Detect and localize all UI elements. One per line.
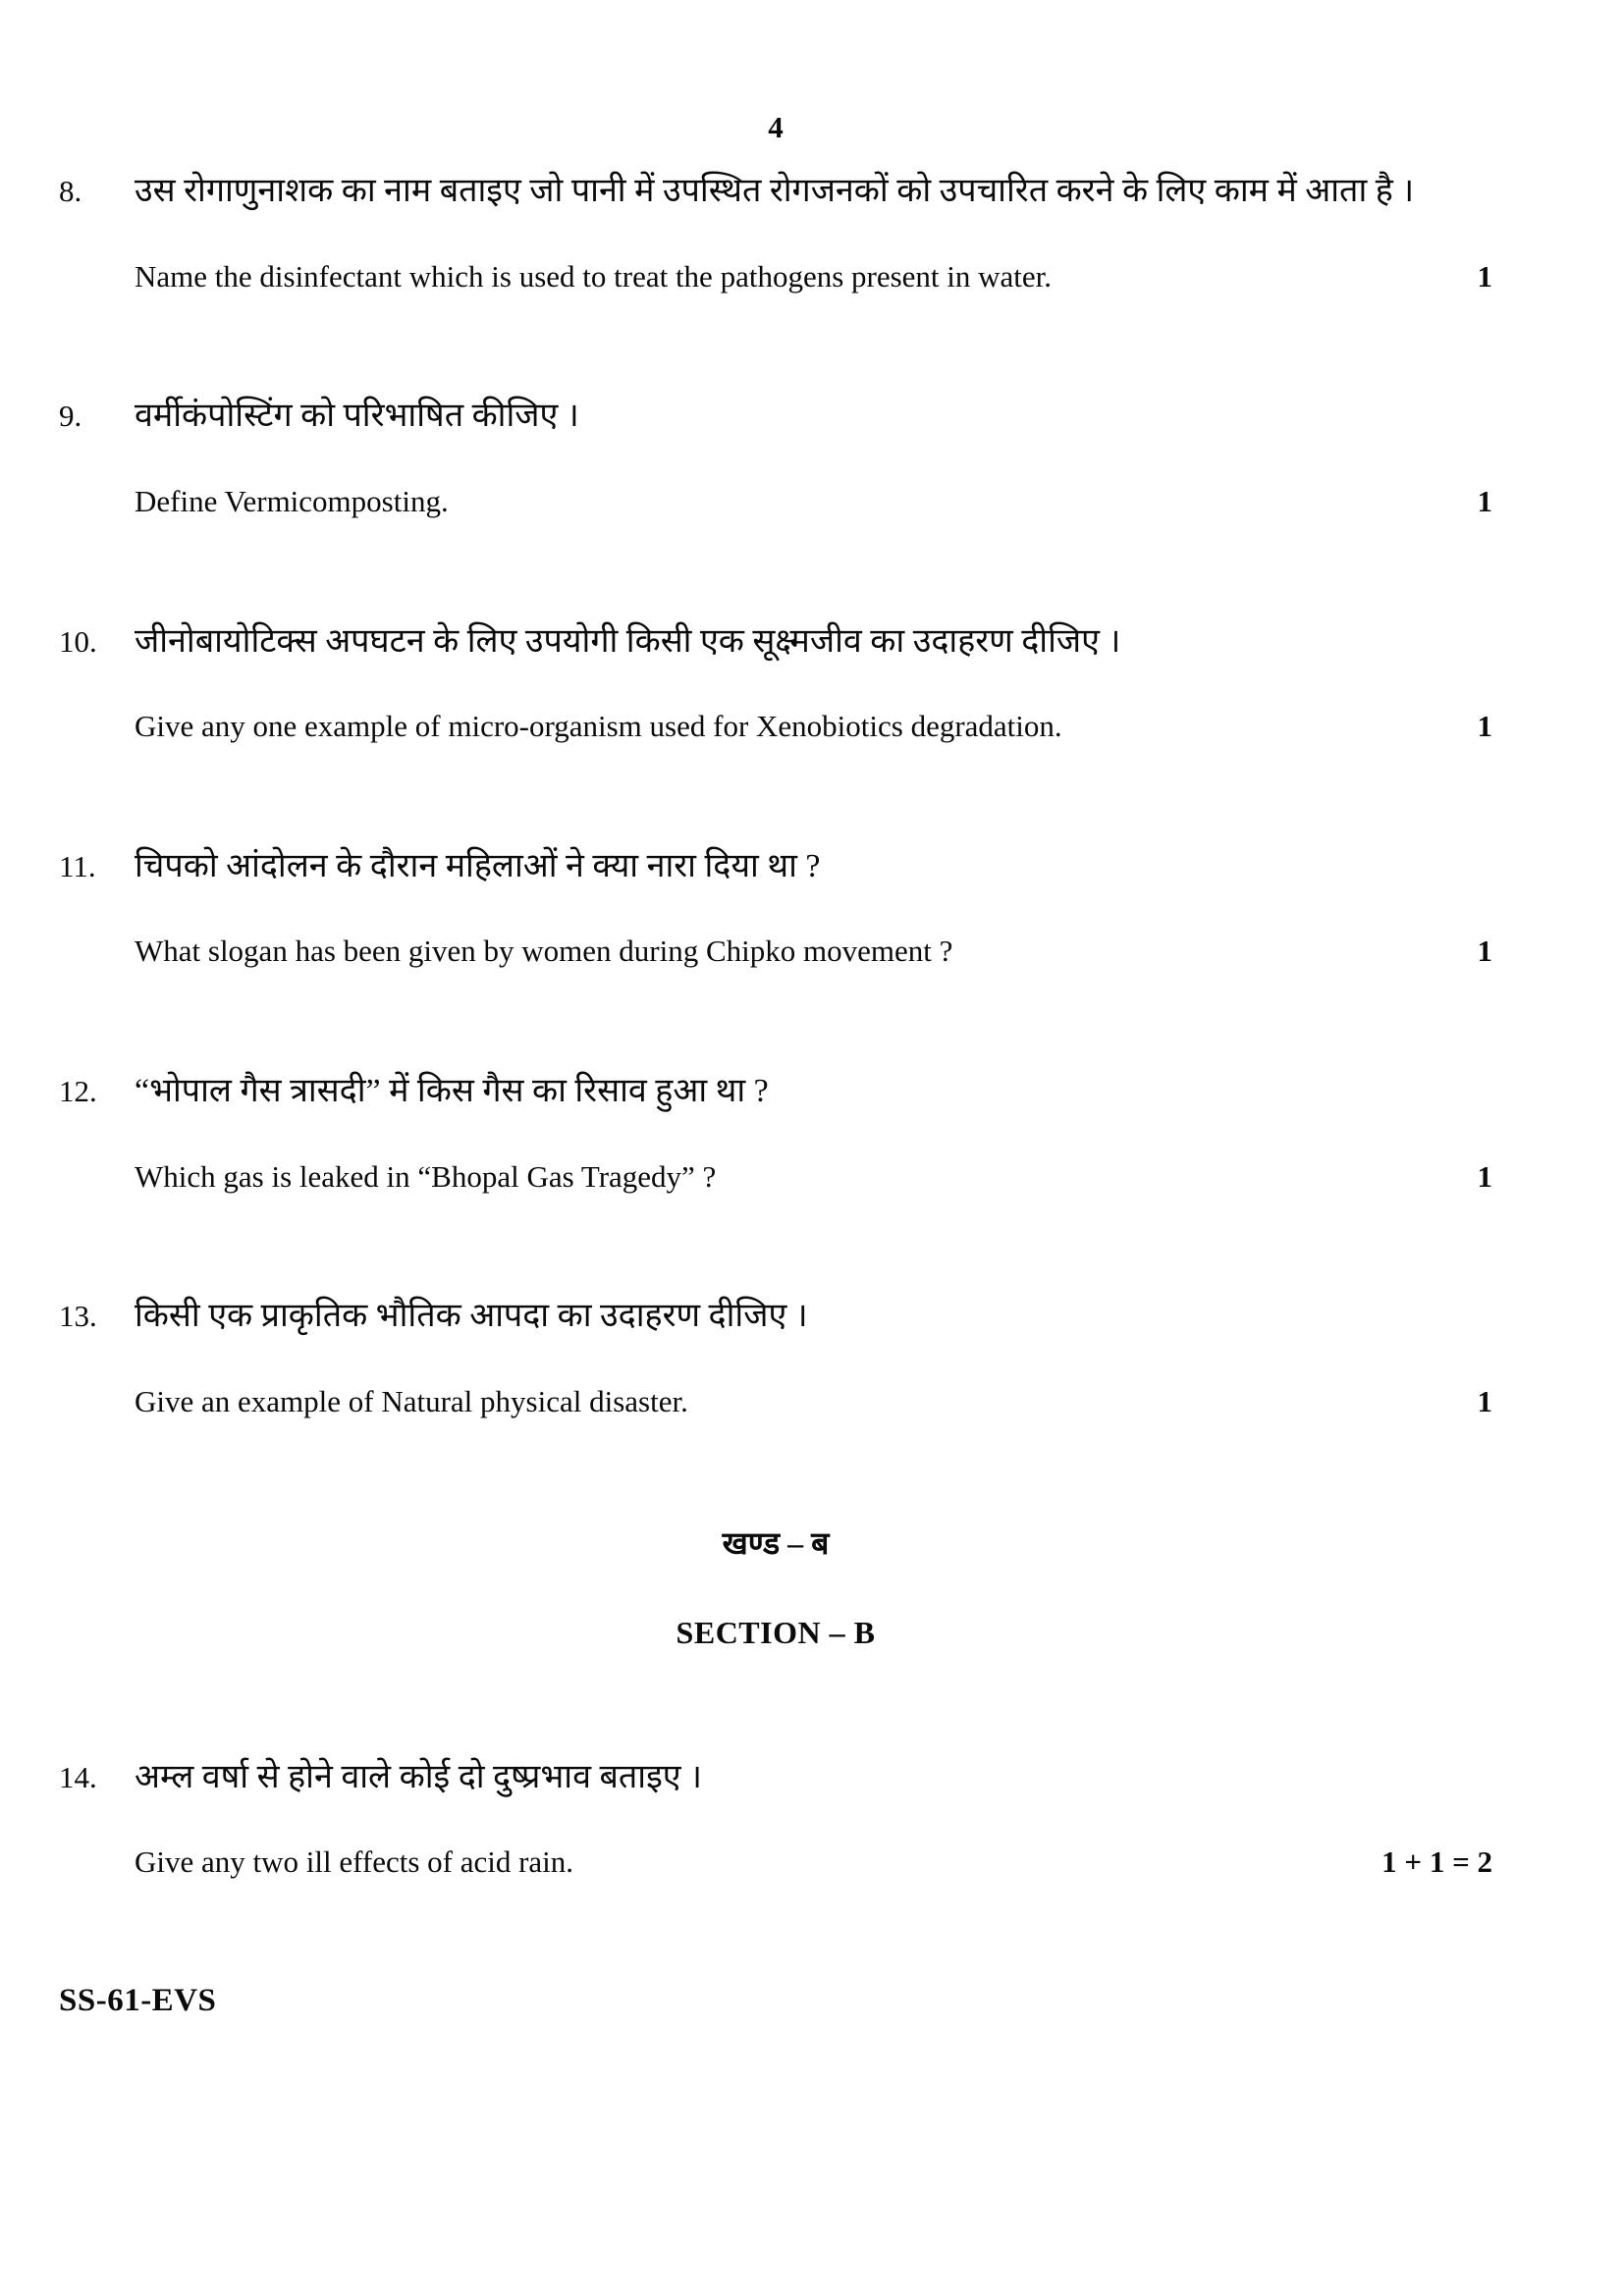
question-8 [59, 171, 1492, 295]
question-text-english: Give any two ill effects of acid rain. [135, 1844, 574, 1879]
question-13 [59, 1296, 1492, 1420]
marks-value: 1 [1477, 1383, 1492, 1418]
paper-code: SS-61-EVS [59, 1983, 217, 2018]
question-number: 10. [59, 623, 97, 659]
question-number: 13. [59, 1299, 97, 1334]
question-text-english: Which gas is leaked in “Bhopal Gas Tragedy” ? [135, 1158, 717, 1194]
question-12 [59, 1071, 1492, 1196]
page-number: 4 [768, 110, 784, 144]
question-text-hindi: जीनोबायोटिक्स अपघटन के लिए उपयोगी किसी एक सूक्ष्मजीव का उदाहरण दीजिए । [135, 622, 1121, 660]
question-text-hindi: किसी एक प्राकृतिक भौतिक आपदा का उदाहरण दीजिए । [135, 1298, 808, 1335]
question-number: 8. [59, 174, 82, 208]
marks-value: 1 [1477, 258, 1492, 294]
question-text-hindi: “भोपाल गैस त्रासदी” में किस गैस का रिसाव हुआ था ? [135, 1073, 769, 1109]
question-number: 9. [59, 399, 82, 434]
marks-value: 1 [1477, 934, 1492, 969]
question-text-english: What slogan has been given by women during Chipko movement ? [135, 934, 953, 969]
question-number: 11. [59, 848, 96, 883]
section-heading-hindi: खण्ड – ब [722, 1524, 830, 1561]
marks-value: 1 [1477, 709, 1492, 743]
question-text-hindi: वर्मीकंपोस्टिंग को परिभाषित कीजिए । [135, 398, 579, 435]
question-number: 14. [59, 1759, 97, 1794]
marks-value: 1 [1477, 483, 1492, 518]
question-text-hindi: अम्ल वर्षा से होने वाले कोई दो दुष्प्रभाव बताइए । [135, 1758, 702, 1795]
question-number: 12. [59, 1074, 97, 1108]
marks-value: 1 + 1 = 2 [1381, 1844, 1492, 1879]
marks-value: 1 [1477, 1158, 1492, 1194]
question-14 [59, 1757, 1492, 1882]
question-text-english: Give any one example of micro-organism used for Xenobiotics degradation. [135, 709, 1062, 743]
question-text-english: Define Vermicomposting. [135, 483, 449, 518]
question-text-english: Name the disinfectant which is used to treat the pathogens present in water. [135, 258, 1053, 294]
question-text-english: Give an example of Natural physical disaster. [135, 1383, 688, 1418]
question-11 [59, 846, 1492, 971]
section-heading-english: SECTION – B [676, 1614, 876, 1650]
question-text-hindi: चिपको आंदोलन के दौरान महिलाओं ने क्या नारा दिया था ? [135, 847, 821, 884]
question-10 [59, 621, 1492, 746]
question-text-hindi: उस रोगाणुनाशक का नाम बताइए जो पानी में उपस्थित रोगजनकों को उपचारित करने के लिए काम में आता है । [135, 173, 1415, 209]
question-9 [59, 396, 1492, 520]
